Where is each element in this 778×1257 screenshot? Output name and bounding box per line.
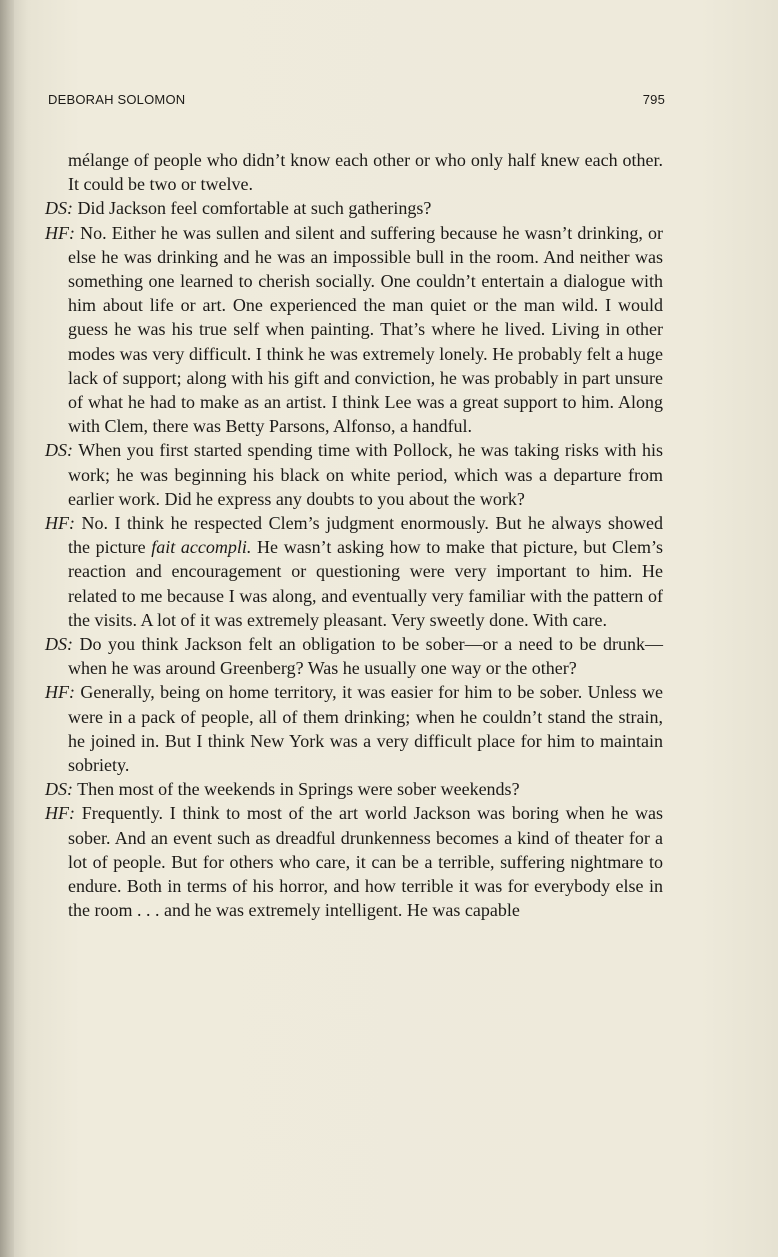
speaker-label: DS: bbox=[45, 634, 73, 655]
interview-text bbox=[45, 148, 663, 923]
speaker-label: HF: bbox=[45, 682, 75, 703]
text-segment: When you first started spending time with Pollock, he was taking risks with his work; he was beginning his black on white period, which was a departure from earlier work. Did he express any doubts to you about the work? bbox=[68, 440, 663, 509]
speaker-label: HF: bbox=[45, 222, 75, 243]
paragraph-text bbox=[73, 779, 520, 799]
text-segment: Did Jackson feel comfortable at such gatherings? bbox=[73, 198, 432, 219]
speaker-label: DS: bbox=[45, 779, 73, 800]
italic-phrase: fait accompli. bbox=[151, 537, 252, 558]
page-gutter-shadow bbox=[0, 0, 14, 1257]
text-segment: Frequently. I think to most of the art world Jackson was boring when he was sober. And an event such as dreadful drunkenness becomes a kind of theater for a lot of people. But for others who care, it can be a terrible, suffering nightmare to endure. Both in terms of his horror, and how terrible it was for everybody else in the room . . . and he was extremely intelligent. He was capable bbox=[68, 803, 663, 921]
paragraph-text bbox=[68, 682, 663, 775]
paragraph-text bbox=[68, 513, 663, 630]
paragraph-text bbox=[68, 803, 663, 920]
interview-paragraph bbox=[45, 511, 663, 632]
interview-paragraph bbox=[45, 438, 663, 511]
text-segment: Generally, being on home territory, it was easier for him to be sober. Unless we were in a pack of people, all of them drinking; when he couldn’t stand the strain, he joined in. But I think New York was a very difficult place for him to maintain sobriety. bbox=[68, 682, 663, 776]
paragraph-text bbox=[68, 223, 663, 437]
text-segment: Then most of the weekends in Springs were sober weekends? bbox=[73, 779, 520, 800]
speaker-label: HF: bbox=[45, 803, 75, 824]
interview-paragraph bbox=[45, 777, 663, 801]
text-segment: He wasn’t asking how to make that picture, but Clem’s reaction and encouragement or questioning were very important to him. He related to me because I was along, and eventually very familiar with the pattern of the visits. A lot of it was extremely pleasant. Very sweetly done. With care. bbox=[68, 537, 663, 630]
paragraph-text bbox=[68, 150, 663, 194]
running-head-author: DEBORAH SOLOMON bbox=[48, 92, 186, 107]
text-segment: No. I think he respected Clem’s judgment enormously. But he always showed the picture bbox=[68, 513, 663, 558]
running-header bbox=[48, 92, 665, 112]
text-segment: No. Either he was sullen and silent and suffering because he wasn’t drinking, or else he was drinking and he was an impossible bull in the room. And neither was something one learned to cherish socially. One couldn’t entertain a dialogue with him about life or art. One experienced the man quiet or the man wild. I would guess he was his true self when painting. That’s where he lived. Living in other modes was very difficult. I think he was extremely lonely. He probably felt a huge lack of support; along with his gift and conviction, he was probably in part unsure of what he had to make as an artist. I think Lee was a great support to him. Along with Clem, there was Betty Parsons, Alfonso, a handful. bbox=[68, 222, 663, 437]
speaker-label: DS: bbox=[45, 440, 73, 461]
interview-paragraph bbox=[45, 801, 663, 922]
speaker-label: HF: bbox=[45, 513, 75, 534]
text-segment: mélange of people who didn’t know each other or who only half knew each other. It could be two or twelve. bbox=[68, 150, 663, 195]
text-segment: Do you think Jackson felt an obligation to be sober—or a need to be drunk—when he was around Greenberg? Was he usually one way or the other? bbox=[68, 634, 663, 679]
interview-paragraph bbox=[45, 632, 663, 680]
interview-paragraph bbox=[45, 221, 663, 439]
interview-paragraph bbox=[45, 196, 663, 220]
paragraph-text bbox=[68, 440, 663, 508]
page-number: 795 bbox=[642, 92, 665, 107]
interview-paragraph bbox=[45, 680, 663, 777]
interview-paragraph bbox=[45, 148, 663, 196]
paragraph-text bbox=[73, 198, 431, 218]
paragraph-text bbox=[68, 634, 663, 678]
speaker-label: DS: bbox=[45, 198, 73, 219]
